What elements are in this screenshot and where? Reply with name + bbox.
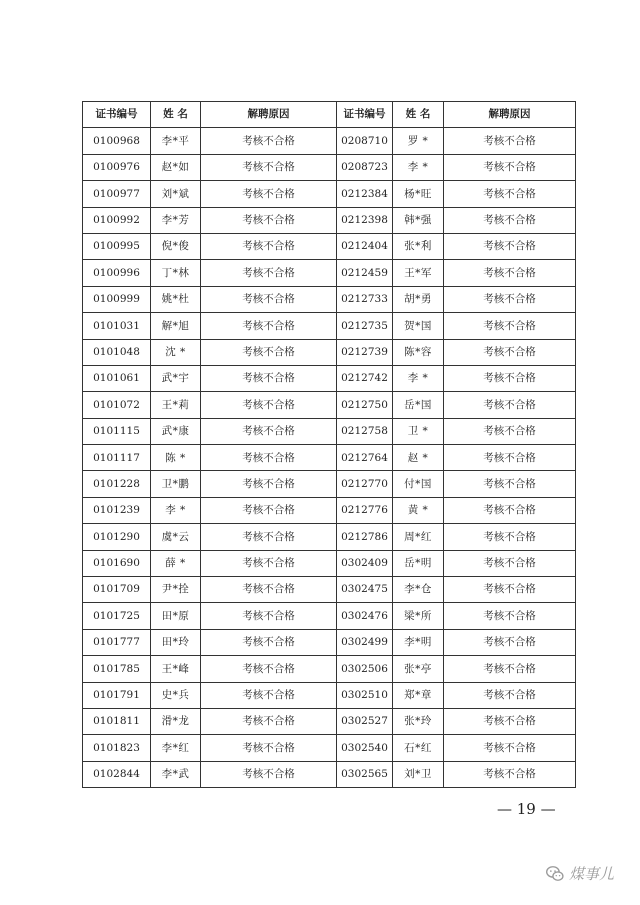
cell-cert-number-2: 0212750 [337, 392, 393, 418]
table-row [83, 761, 576, 787]
cell-name: 李*武 [151, 761, 201, 787]
cell-reason-2: 考核不合格 [444, 708, 576, 734]
table-row [83, 497, 576, 523]
cell-reason-2: 考核不合格 [444, 761, 576, 787]
table-row [83, 550, 576, 576]
cell-cert-number-2: 0212735 [337, 313, 393, 339]
cell-reason-2: 考核不合格 [444, 629, 576, 655]
cell-cert-number-2: 0302510 [337, 682, 393, 708]
table-row [83, 260, 576, 286]
cell-cert-number: 0101690 [83, 550, 151, 576]
header-name: 姓 名 [151, 102, 201, 128]
cell-cert-number: 0100995 [83, 233, 151, 259]
cell-cert-number-2: 0302476 [337, 603, 393, 629]
cell-reason: 考核不合格 [201, 682, 337, 708]
cell-name-2: 周*红 [393, 524, 444, 550]
table-row [83, 471, 576, 497]
cell-reason: 考核不合格 [201, 418, 337, 444]
table-row [83, 524, 576, 550]
cell-cert-number: 0102844 [83, 761, 151, 787]
cell-reason-2: 考核不合格 [444, 497, 576, 523]
header-cert-number-2: 证书编号 [337, 102, 393, 128]
cell-cert-number: 0100996 [83, 260, 151, 286]
cell-reason: 考核不合格 [201, 550, 337, 576]
cell-reason-2: 考核不合格 [444, 260, 576, 286]
cell-cert-number-2: 0212404 [337, 233, 393, 259]
cell-name-2: 李 * [393, 365, 444, 391]
cell-cert-number: 0100999 [83, 286, 151, 312]
cell-name: 赵*如 [151, 154, 201, 180]
cell-reason: 考核不合格 [201, 260, 337, 286]
cell-cert-number-2: 0302506 [337, 656, 393, 682]
cell-cert-number-2: 0212742 [337, 365, 393, 391]
cell-name: 李*芳 [151, 207, 201, 233]
table-row [83, 339, 576, 365]
cell-reason: 考核不合格 [201, 524, 337, 550]
cell-reason: 考核不合格 [201, 497, 337, 523]
cell-reason-2: 考核不合格 [444, 471, 576, 497]
cell-reason: 考核不合格 [201, 233, 337, 259]
cell-cert-number: 0101061 [83, 365, 151, 391]
cell-reason: 考核不合格 [201, 286, 337, 312]
cell-name-2: 李*明 [393, 629, 444, 655]
cell-name-2: 岳*国 [393, 392, 444, 418]
cell-reason-2: 考核不合格 [444, 154, 576, 180]
cell-reason-2: 考核不合格 [444, 365, 576, 391]
cell-name: 虞*云 [151, 524, 201, 550]
table-row [83, 418, 576, 444]
cell-name: 史*兵 [151, 682, 201, 708]
table-row [83, 629, 576, 655]
cell-reason-2: 考核不合格 [444, 128, 576, 154]
table-row [83, 445, 576, 471]
cell-reason-2: 考核不合格 [444, 577, 576, 603]
cell-cert-number-2: 0302540 [337, 735, 393, 761]
cell-cert-number-2: 0212776 [337, 497, 393, 523]
cell-reason-2: 考核不合格 [444, 656, 576, 682]
cell-name-2: 石*红 [393, 735, 444, 761]
table-row [83, 656, 576, 682]
cell-name: 陈 * [151, 445, 201, 471]
cell-name: 卫*鹏 [151, 471, 201, 497]
cell-name-2: 张*玲 [393, 708, 444, 734]
cell-name: 姚*杜 [151, 286, 201, 312]
cell-reason: 考核不合格 [201, 128, 337, 154]
cell-name: 丁*林 [151, 260, 201, 286]
cell-name: 武*康 [151, 418, 201, 444]
cell-name-2: 胡*勇 [393, 286, 444, 312]
cell-name: 沈 * [151, 339, 201, 365]
cell-cert-number: 0101031 [83, 313, 151, 339]
cell-cert-number: 0101725 [83, 603, 151, 629]
cell-name-2: 付*国 [393, 471, 444, 497]
cell-cert-number-2: 0302499 [337, 629, 393, 655]
cell-name: 王*峰 [151, 656, 201, 682]
table-row [83, 603, 576, 629]
cell-reason: 考核不合格 [201, 629, 337, 655]
cell-name: 田*玲 [151, 629, 201, 655]
cell-reason: 考核不合格 [201, 761, 337, 787]
cell-name-2: 罗 * [393, 128, 444, 154]
table-header-row [83, 102, 576, 128]
cell-cert-number: 0100977 [83, 181, 151, 207]
cell-reason-2: 考核不合格 [444, 339, 576, 365]
cell-name: 滑*龙 [151, 708, 201, 734]
cell-cert-number: 0100992 [83, 207, 151, 233]
cell-cert-number: 0101239 [83, 497, 151, 523]
cell-reason: 考核不合格 [201, 207, 337, 233]
cell-reason-2: 考核不合格 [444, 603, 576, 629]
cell-reason: 考核不合格 [201, 313, 337, 339]
cell-name-2: 韩*强 [393, 207, 444, 233]
table-row [83, 735, 576, 761]
cell-name-2: 岳*明 [393, 550, 444, 576]
table-row [83, 708, 576, 734]
cell-name: 刘*斌 [151, 181, 201, 207]
cell-reason-2: 考核不合格 [444, 392, 576, 418]
cell-name-2: 梁*所 [393, 603, 444, 629]
certificate-table [82, 101, 576, 788]
page-number: — 19 — [497, 800, 556, 818]
table-row [83, 392, 576, 418]
header-reason: 解聘原因 [201, 102, 337, 128]
cell-cert-number: 0101290 [83, 524, 151, 550]
cell-name: 李*平 [151, 128, 201, 154]
cell-name: 李 * [151, 497, 201, 523]
cell-name-2: 刘*卫 [393, 761, 444, 787]
cell-reason: 考核不合格 [201, 735, 337, 761]
cell-name: 李*红 [151, 735, 201, 761]
cell-name: 薛 * [151, 550, 201, 576]
cell-reason-2: 考核不合格 [444, 445, 576, 471]
cell-cert-number-2: 0212758 [337, 418, 393, 444]
table-row [83, 313, 576, 339]
cell-name: 解*旭 [151, 313, 201, 339]
table-row [83, 154, 576, 180]
cell-reason-2: 考核不合格 [444, 682, 576, 708]
cell-cert-number-2: 0302475 [337, 577, 393, 603]
cell-reason: 考核不合格 [201, 181, 337, 207]
cell-name-2: 王*军 [393, 260, 444, 286]
cell-reason-2: 考核不合格 [444, 418, 576, 444]
cell-cert-number-2: 0208723 [337, 154, 393, 180]
cell-cert-number: 0101048 [83, 339, 151, 365]
table-row [83, 682, 576, 708]
cell-cert-number-2: 0302527 [337, 708, 393, 734]
cell-cert-number-2: 0302409 [337, 550, 393, 576]
cell-cert-number-2: 0208710 [337, 128, 393, 154]
cell-cert-number: 0101072 [83, 392, 151, 418]
cell-name: 田*原 [151, 603, 201, 629]
cell-name-2: 赵 * [393, 445, 444, 471]
cell-cert-number-2: 0212786 [337, 524, 393, 550]
cell-reason-2: 考核不合格 [444, 233, 576, 259]
cell-name-2: 李 * [393, 154, 444, 180]
cell-name-2: 杨*旺 [393, 181, 444, 207]
cell-cert-number-2: 0212459 [337, 260, 393, 286]
cell-cert-number-2: 0212739 [337, 339, 393, 365]
header-cert-number: 证书编号 [83, 102, 151, 128]
cell-name-2: 张*亭 [393, 656, 444, 682]
cell-cert-number: 0100976 [83, 154, 151, 180]
cell-reason: 考核不合格 [201, 154, 337, 180]
cell-cert-number: 0101228 [83, 471, 151, 497]
wechat-icon [545, 864, 565, 884]
cell-name-2: 黄 * [393, 497, 444, 523]
cell-name: 尹*拴 [151, 577, 201, 603]
cell-name: 武*宇 [151, 365, 201, 391]
cell-cert-number: 0101791 [83, 682, 151, 708]
watermark-text: 煤事儿 [569, 865, 615, 883]
cell-reason-2: 考核不合格 [444, 207, 576, 233]
cell-reason-2: 考核不合格 [444, 735, 576, 761]
watermark [545, 863, 614, 884]
cell-reason: 考核不合格 [201, 708, 337, 734]
cell-cert-number: 0101785 [83, 656, 151, 682]
table-body [83, 128, 576, 788]
cell-name-2: 贺*国 [393, 313, 444, 339]
cell-reason-2: 考核不合格 [444, 286, 576, 312]
table-row [83, 128, 576, 154]
cell-reason-2: 考核不合格 [444, 550, 576, 576]
cell-cert-number-2: 0212733 [337, 286, 393, 312]
cell-cert-number: 0100968 [83, 128, 151, 154]
cell-reason: 考核不合格 [201, 471, 337, 497]
cell-reason-2: 考核不合格 [444, 524, 576, 550]
cell-name-2: 陈*容 [393, 339, 444, 365]
cell-reason: 考核不合格 [201, 392, 337, 418]
cell-name-2: 张*利 [393, 233, 444, 259]
table-row [83, 181, 576, 207]
cell-name: 王*莉 [151, 392, 201, 418]
cell-cert-number-2: 0212764 [337, 445, 393, 471]
cell-name: 倪*俊 [151, 233, 201, 259]
cell-name-2: 卫 * [393, 418, 444, 444]
table-row [83, 577, 576, 603]
cell-reason: 考核不合格 [201, 577, 337, 603]
cell-cert-number-2: 0212384 [337, 181, 393, 207]
cell-reason: 考核不合格 [201, 603, 337, 629]
cell-reason: 考核不合格 [201, 445, 337, 471]
cell-cert-number: 0101811 [83, 708, 151, 734]
cell-cert-number-2: 0212770 [337, 471, 393, 497]
table-row [83, 233, 576, 259]
cell-cert-number-2: 0302565 [337, 761, 393, 787]
cell-cert-number: 0101823 [83, 735, 151, 761]
cell-name-2: 郑*章 [393, 682, 444, 708]
table-row [83, 286, 576, 312]
cell-cert-number: 0101709 [83, 577, 151, 603]
table-row [83, 365, 576, 391]
cell-reason: 考核不合格 [201, 365, 337, 391]
cell-cert-number-2: 0212398 [337, 207, 393, 233]
cell-reason-2: 考核不合格 [444, 181, 576, 207]
header-name-2: 姓 名 [393, 102, 444, 128]
cell-cert-number: 0101777 [83, 629, 151, 655]
cell-reason-2: 考核不合格 [444, 313, 576, 339]
table-row [83, 207, 576, 233]
cell-reason: 考核不合格 [201, 656, 337, 682]
cell-cert-number: 0101115 [83, 418, 151, 444]
cell-name-2: 李*仓 [393, 577, 444, 603]
header-reason-2: 解聘原因 [444, 102, 576, 128]
cell-cert-number: 0101117 [83, 445, 151, 471]
cell-reason: 考核不合格 [201, 339, 337, 365]
